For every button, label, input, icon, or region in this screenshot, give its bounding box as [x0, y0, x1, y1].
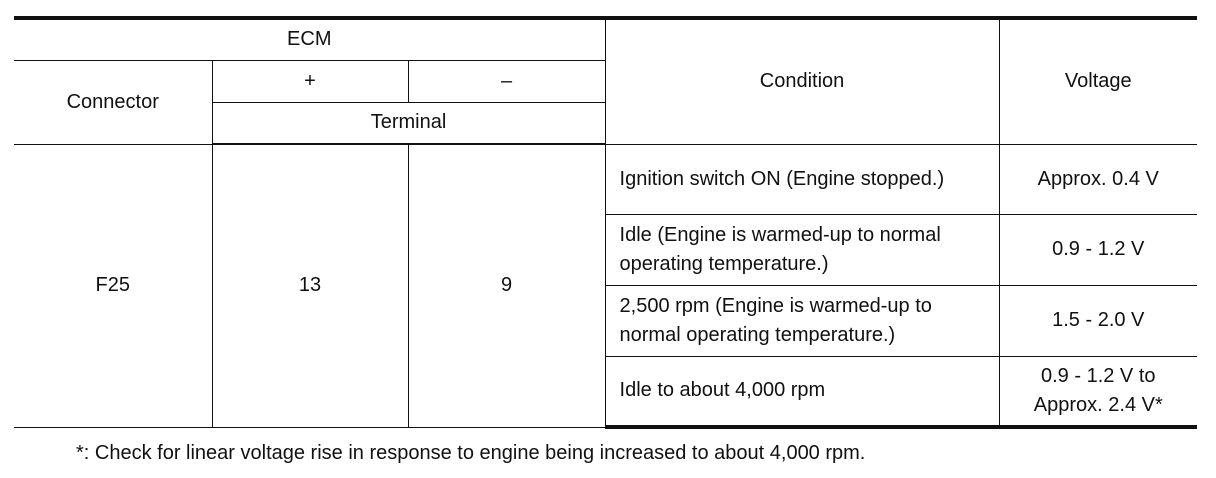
voltage-cell: 1.5 - 2.0 V — [999, 285, 1197, 356]
condition-cell: Idle (Engine is warmed-up to normal operating temperature.) — [605, 214, 999, 285]
voltage-cell: 0.9 - 1.2 V — [999, 214, 1197, 285]
connector-cell: F25 — [14, 144, 212, 427]
voltage-cell: 0.9 - 1.2 V to Approx. 2.4 V* — [999, 356, 1197, 427]
header-condition: Condition — [605, 18, 999, 144]
terminal-plus-cell: 13 — [212, 144, 408, 427]
condition-cell: Idle to about 4,000 rpm — [605, 356, 999, 427]
header-plus: + — [212, 60, 408, 102]
header-terminal: Terminal — [212, 102, 605, 144]
footnote: *: Check for linear voltage rise in response to engine being increased to about 4,000 rpm. — [76, 442, 866, 464]
voltage-cell: Approx. 0.4 V — [999, 144, 1197, 214]
header-connector: Connector — [14, 60, 212, 144]
condition-cell: Ignition switch ON (Engine stopped.) — [605, 144, 999, 214]
header-voltage: Voltage — [999, 18, 1197, 144]
ecm-voltage-table — [14, 16, 1197, 429]
condition-cell: 2,500 rpm (Engine is warmed-up to normal operating temperature.) — [605, 285, 999, 356]
table-row — [14, 144, 1197, 214]
terminal-minus-cell: 9 — [408, 144, 605, 427]
header-ecm: ECM — [14, 18, 605, 60]
header-row-ecm — [14, 18, 1197, 60]
header-minus: – — [408, 60, 605, 102]
